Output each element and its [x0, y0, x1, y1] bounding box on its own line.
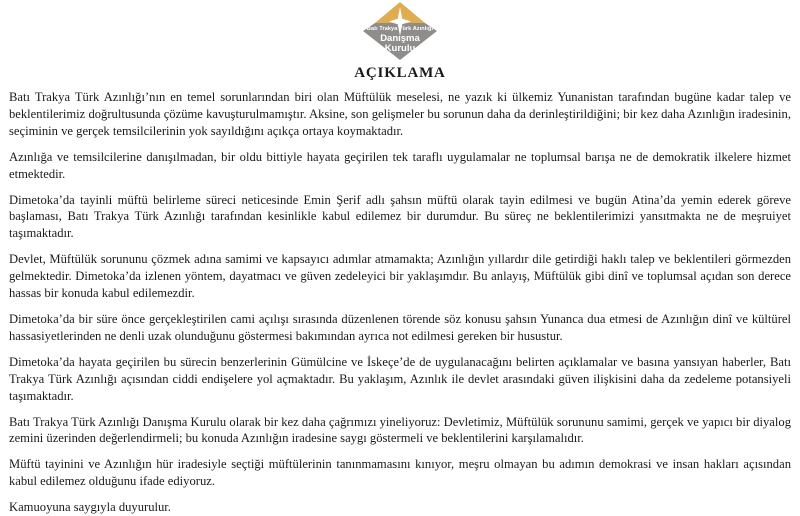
paragraph-3: Dimetoka’da tayinli müftü belirleme süreci neticesinde Emin Şerif adlı şahsın müftü olarak tayin edilmesi ve bugün Atina’da yemin ederek göreve başlaması, Batı Trakya Türk Azınlığı tarafından kesinlikle kabul edilemez bir durumdur. Bu süreç ne beklentilerimizi yansıtmakta ne de meşruiyet taşımaktadır.	[9, 192, 791, 241]
paragraph-6: Dimetoka’da hayata geçirilen bu sürecin benzerlerinin Gümülcine ve İskeçe’de de uygulanacağını belirten açıklamalar ve basına yansıyan haberler, Batı Trakya Türk Azınlığı açısından ciddi endişelere yol açmaktadır. Bu yaklaşım, Azınlık ile devlet arasındaki güven ilişkisini daha da zedeleme potansiyeli taşımaktadır.	[9, 354, 791, 403]
organization-logo	[358, 2, 442, 60]
paragraph-1: Batı Trakya Türk Azınlığı’nın en temel sorunlarından biri olan Müftülük meselesi, ne yazık ki ülkemiz Yunanistan tarafından bugüne kadar talep ve beklentilerimiz doğrultusunda çözüme kavuşturulmamıştır. Aksine, son gelişmeler bu sorunun daha da derinleştirildiğini; bir kez daha Azınlığın iradesinin, seçiminin ve gerçek temsilcilerinin yok sayıldığını açıkça ortaya koymaktadır.	[9, 90, 791, 138]
logo-org-word-kurulu: Kurulu	[384, 43, 416, 54]
diamond-gem-icon	[358, 2, 442, 60]
paragraph-2: Azınlığa ve temsilcilerine danışılmadan, bir oldu bittiyle hayata geçirilen tek taraflı uygulamalar ne toplumsal barışa ne de demokratik ilkelere hizmet etmektedir.	[9, 149, 791, 181]
paragraph-4: Devlet, Müftülük sorununu çözmek adına samimi ve kapsayıcı adımlar atmamakta; Azınlığın yıllardır dile getirdiği haklı talep ve beklentileri görmezden gelmektedir. Dimetoka’da izlenen yöntem, dayatmacı ve güven zedeleyici bir yaklaşımdır. Bu anlayış, Müftülük gibi dinî ve toplumsal açıdan son derece hassas bir konuda kabul edilemezdir.	[9, 252, 791, 301]
logo-org-name: Batı Trakya Türk Azınlığı	[366, 26, 434, 32]
paragraph-5: Dimetoka’da bir süre önce gerçekleştirilen cami açılışı sırasında düzenlenen törende söz konusu şahsın Yunanca dua etmesi de Azınlığın dinî ve kültürel hassasiyetlerinden ne denli uzak olunduğunu göstermesi bakımından ayrıca not edilmesi gereken bir husustur.	[9, 311, 791, 343]
paragraph-7: Batı Trakya Türk Azınlığı Danışma Kurulu olarak bir kez daha çağrımızı yineliyoruz: Devletimiz, Müftülük sorununu samimi, gerçek ve yapıcı bir diyalog zemini üzerinden değerlendirmeli; bu konuda Azınlığın iradesine saygı göstermeli ve beklentilerini karşılamalıdır.	[9, 414, 791, 446]
logo-org-word-danisma: Danışma	[380, 33, 420, 44]
document-title: AÇIKLAMA	[354, 65, 446, 81]
paragraph-8: Müftü tayinini ve Azınlığın hür iradesiyle seçtiği müftülerinin tanınmamasını kınıyor, meşru olmayan bu adımın demokrasi ve insan hakları açısından kabul edilemez olduğunu ifade ediyoruz.	[9, 457, 791, 489]
document-body	[9, 89, 791, 516]
closing-line: Kamuoyuna saygıyla duyurulur.	[9, 500, 171, 515]
